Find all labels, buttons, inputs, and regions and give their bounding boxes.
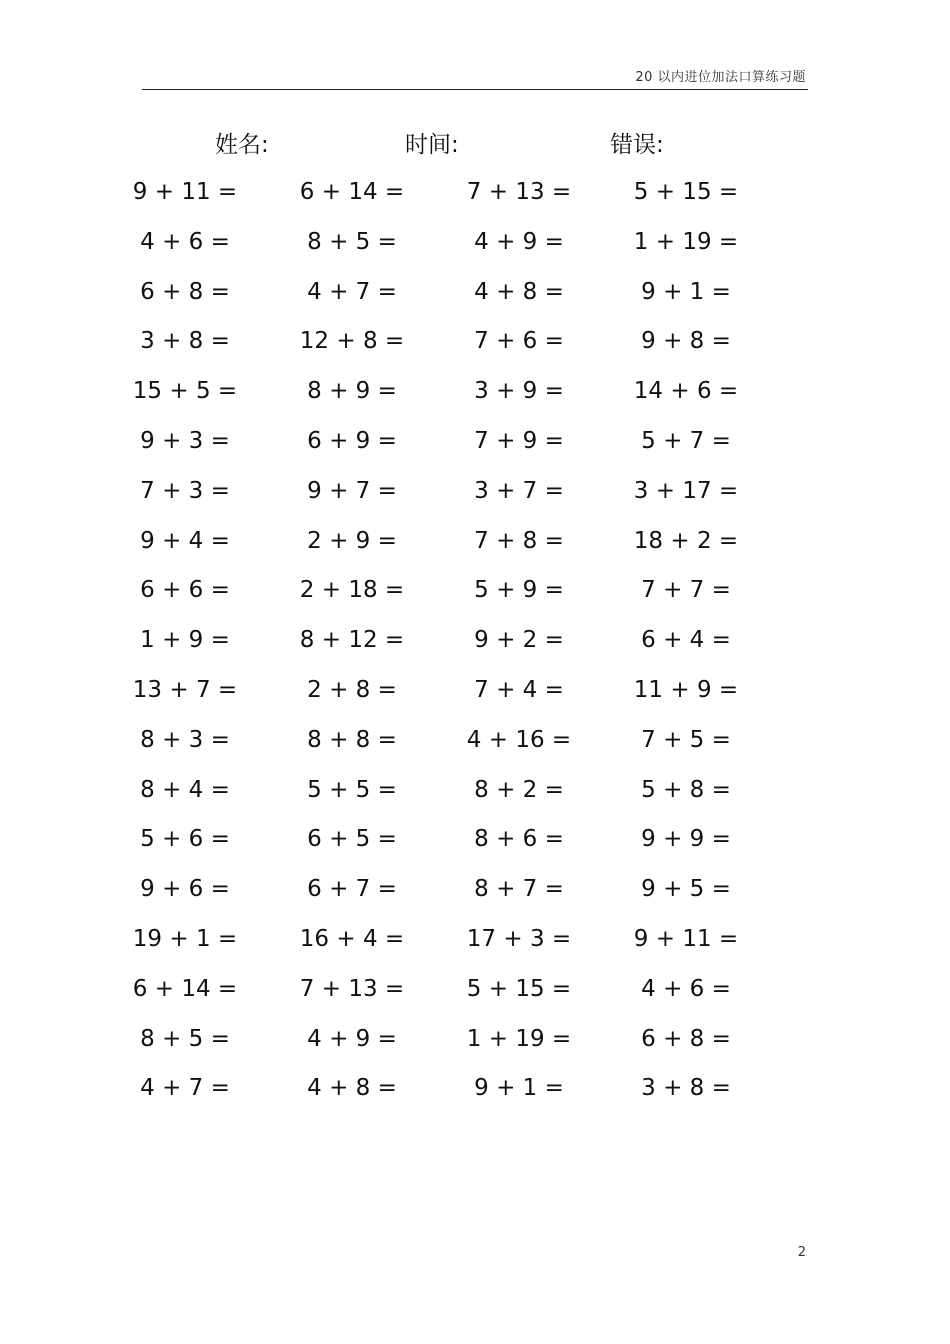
problem-item: 2 + 8 = <box>307 676 397 703</box>
problem-item: 3 + 8 = <box>140 328 230 355</box>
problem-item: 11 + 9 = <box>633 676 739 703</box>
problem-row <box>0 270 950 320</box>
problem-item: 4 + 6 = <box>641 975 731 1002</box>
problem-row <box>0 419 950 469</box>
problem-item: 6 + 8 = <box>140 278 230 305</box>
problem-item: 8 + 4 = <box>140 776 230 803</box>
problem-item: 7 + 9 = <box>474 427 564 454</box>
problem-item: 7 + 13 = <box>299 975 405 1002</box>
problem-item: 9 + 11 = <box>132 179 238 205</box>
problem-item: 1 + 19 = <box>633 228 739 255</box>
problem-row <box>0 170 950 220</box>
problem-row <box>0 568 950 618</box>
problem-item: 19 + 1 = <box>132 925 238 952</box>
problem-item: 7 + 5 = <box>641 726 731 753</box>
problem-item: 17 + 3 = <box>466 925 572 952</box>
problem-row <box>0 817 950 867</box>
problem-grid <box>0 170 950 1116</box>
problem-item: 9 + 6 = <box>140 876 230 903</box>
problem-item: 6 + 9 = <box>307 427 397 454</box>
problem-row <box>0 768 950 818</box>
problem-item: 9 + 1 = <box>474 1075 564 1102</box>
problem-item: 5 + 9 = <box>474 577 564 604</box>
name-label: 姓名: <box>215 132 269 158</box>
problem-item: 9 + 9 = <box>641 826 731 853</box>
problem-item: 6 + 8 = <box>641 1025 731 1052</box>
problem-item: 7 + 4 = <box>474 676 564 703</box>
problem-item: 6 + 4 = <box>641 627 731 654</box>
problem-row <box>0 668 950 718</box>
problem-row <box>0 319 950 369</box>
problem-item: 1 + 19 = <box>466 1025 572 1052</box>
problem-item: 7 + 13 = <box>466 179 572 205</box>
problem-item: 8 + 5 = <box>140 1025 230 1052</box>
problem-item: 12 + 8 = <box>299 328 405 355</box>
problem-item: 7 + 7 = <box>641 577 731 604</box>
problem-row <box>0 867 950 917</box>
header-divider <box>142 89 808 90</box>
problem-item: 9 + 5 = <box>641 876 731 903</box>
problem-item: 8 + 2 = <box>474 776 564 803</box>
problem-item: 9 + 7 = <box>307 477 397 504</box>
problem-item: 6 + 7 = <box>307 876 397 903</box>
problem-item: 5 + 15 = <box>633 179 739 205</box>
problem-item: 4 + 7 = <box>307 278 397 305</box>
header-title: 20 以内进位加法口算练习题 <box>635 70 806 85</box>
problem-item: 9 + 2 = <box>474 627 564 654</box>
problem-item: 8 + 3 = <box>140 726 230 753</box>
problem-item: 9 + 3 = <box>140 427 230 454</box>
problem-item: 4 + 8 = <box>307 1075 397 1102</box>
problem-item: 5 + 7 = <box>641 427 731 454</box>
problem-item: 7 + 8 = <box>474 527 564 554</box>
problem-item: 15 + 5 = <box>132 378 238 405</box>
problem-item: 8 + 7 = <box>474 876 564 903</box>
problem-item: 3 + 7 = <box>474 477 564 504</box>
problem-item: 4 + 9 = <box>307 1025 397 1052</box>
problem-item: 7 + 6 = <box>474 328 564 355</box>
problem-item: 8 + 8 = <box>307 726 397 753</box>
problem-item: 6 + 14 = <box>299 179 405 205</box>
problem-item: 8 + 12 = <box>299 627 405 654</box>
problem-item: 4 + 6 = <box>140 228 230 255</box>
problem-row <box>0 967 950 1017</box>
problem-item: 6 + 5 = <box>307 826 397 853</box>
student-info-row <box>0 126 950 160</box>
problem-item: 18 + 2 = <box>633 527 739 554</box>
problem-item: 14 + 6 = <box>633 378 739 405</box>
problem-item: 2 + 18 = <box>299 577 405 604</box>
problem-item: 1 + 9 = <box>140 627 230 654</box>
problem-row <box>0 369 950 419</box>
problem-item: 5 + 15 = <box>466 975 572 1002</box>
problem-item: 13 + 7 = <box>132 676 238 703</box>
problem-item: 5 + 6 = <box>140 826 230 853</box>
problem-row <box>0 1066 950 1116</box>
problem-item: 5 + 5 = <box>307 776 397 803</box>
problem-item: 9 + 4 = <box>140 527 230 554</box>
problem-row <box>0 469 950 519</box>
errors-label: 错误: <box>610 132 664 158</box>
problem-item: 9 + 8 = <box>641 328 731 355</box>
problem-item: 7 + 3 = <box>140 477 230 504</box>
problem-item: 4 + 7 = <box>140 1075 230 1102</box>
problem-row <box>0 718 950 768</box>
problem-item: 16 + 4 = <box>299 925 405 952</box>
problem-item: 8 + 5 = <box>307 228 397 255</box>
problem-item: 6 + 14 = <box>132 975 238 1002</box>
problem-item: 3 + 17 = <box>633 477 739 504</box>
time-label: 时间: <box>405 132 459 158</box>
problem-row <box>0 917 950 967</box>
problem-item: 6 + 6 = <box>140 577 230 604</box>
problem-row <box>0 618 950 668</box>
problem-row <box>0 1017 950 1067</box>
problem-item: 9 + 1 = <box>641 278 731 305</box>
problem-item: 9 + 11 = <box>633 925 739 952</box>
problem-item: 8 + 6 = <box>474 826 564 853</box>
problem-item: 8 + 9 = <box>307 378 397 405</box>
problem-item: 3 + 8 = <box>641 1075 731 1102</box>
problem-item: 2 + 9 = <box>307 527 397 554</box>
page-number: 2 <box>797 1245 806 1260</box>
problem-item: 4 + 9 = <box>474 228 564 255</box>
problem-item: 4 + 16 = <box>466 726 572 753</box>
problem-row <box>0 220 950 270</box>
problem-item: 3 + 9 = <box>474 378 564 405</box>
problem-row <box>0 519 950 569</box>
problem-item: 5 + 8 = <box>641 776 731 803</box>
problem-item: 4 + 8 = <box>474 278 564 305</box>
